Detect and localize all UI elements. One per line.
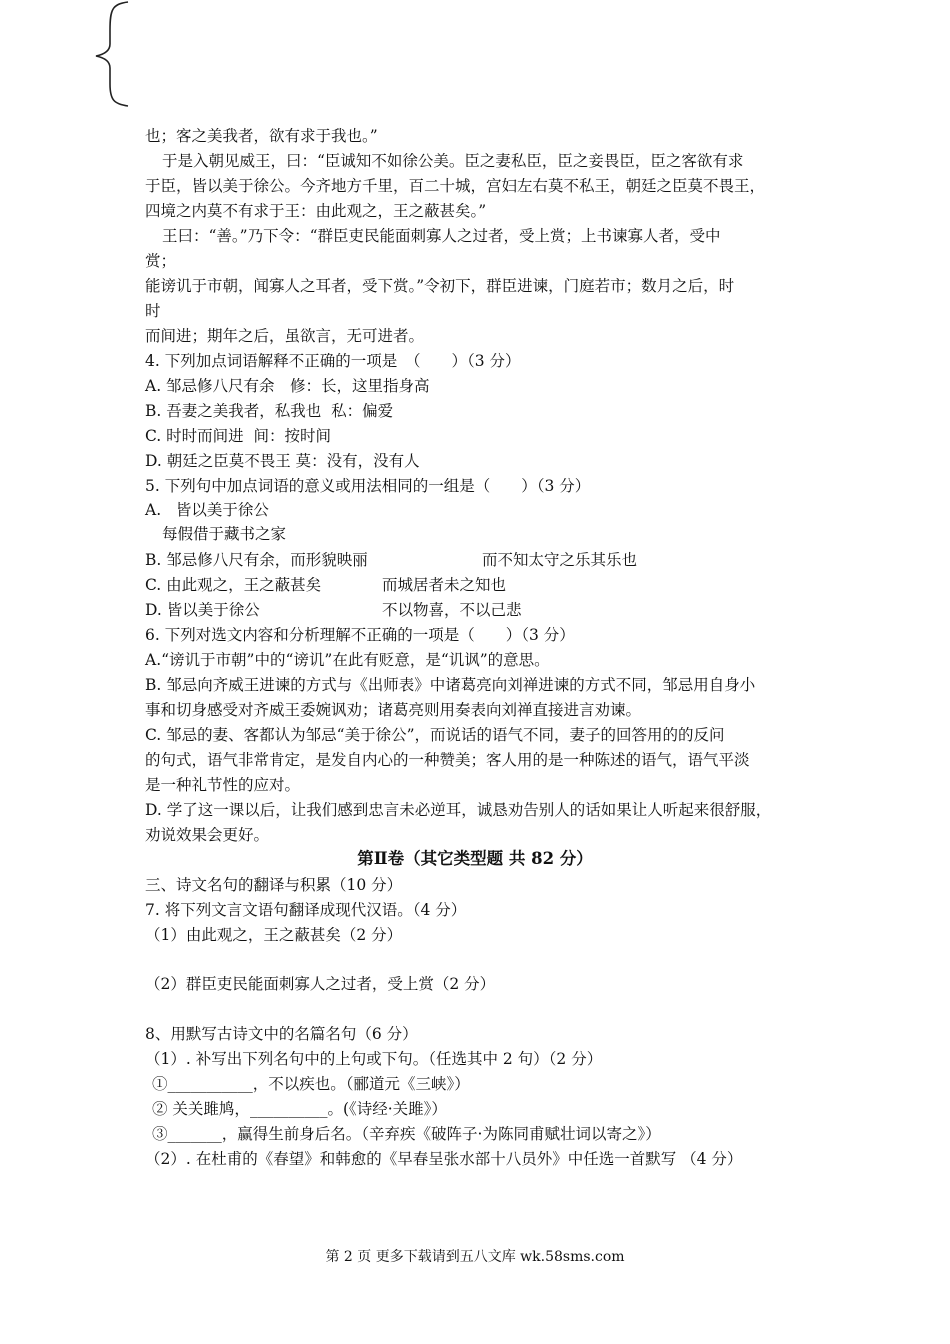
q4-option-b: B. 吾妻之美我者，私我也 私：偏爱	[145, 402, 394, 420]
part-three-title: 三、诗文名句的翻译与积累（10 分）	[145, 876, 403, 894]
q5-option-c-right: 而城居者未之知也	[382, 576, 507, 594]
q5-option-d-right: 不以物喜，不以己悲	[382, 601, 522, 619]
q6-stem: 6. 下列对选文内容和分析理解不正确的一项是（ ）（3 分）	[145, 626, 575, 644]
passage-line: 于是入朝见威王，曰：“臣诚知不如徐公美。臣之妻私臣，臣之妾畏臣，臣之客欲有求	[162, 152, 744, 170]
passage-line: 王曰：“善。”乃下令：“群臣吏民能面刺寡人之过者，受上赏；上书谏寡人者，受中	[162, 227, 721, 245]
answer-blank[interactable]: __________	[249, 1100, 328, 1118]
answer-blank[interactable]: ___________	[167, 1075, 253, 1093]
q6-option-b-cont: 事和切身感受对齐威王委婉讽劝；诸葛亮则用奏表向刘禅直接进言劝谏。	[145, 701, 642, 719]
passage-line: 而间进；期年之后，虽欲言，无可进者。	[145, 327, 425, 345]
q5-option-b-right: 而不知太守之乐其乐也	[482, 551, 638, 569]
passage-line: 时	[145, 302, 161, 320]
q6-option-d-cont: 劝说效果会更好。	[145, 826, 270, 844]
q5-option-d-left: D. 皆以美于徐公	[145, 601, 260, 619]
q6-option-d: D. 学了这一课以后，让我们感到忠言未必逆耳，诚恳劝告别人的话如果让人听起来很舒服，	[145, 801, 772, 819]
passage-line: 四境之内莫不有求于王：由此观之，王之蔽甚矣。”	[145, 202, 487, 220]
page-footer: 第 2 页 更多下载请到五八文库 wk.58sms.com	[325, 1249, 625, 1265]
answer-blank[interactable]: _______	[167, 1125, 222, 1143]
passage-line: 赏；	[145, 252, 177, 270]
q8-stem: 8、用默写古诗文中的名篇名句（6 分）	[145, 1025, 418, 1043]
q5-option-a-left: A. 皆以美于徐公	[145, 501, 269, 519]
q6-option-c: C. 邹忌的妻、客都认为邹忌“美于徐公”，而说话的语气不同，妻子的回答用的的反问	[145, 726, 725, 744]
passage-line: 能谤讥于市朝，闻寡人之耳者，受下赏。”令初下，群臣进谏，门庭若市；数月之后，时	[145, 277, 735, 295]
passage-line: 也；客之美我者，欲有求于我也。”	[145, 127, 378, 145]
q8-part-1: （1）. 补写出下列名句中的上句或下句。（任选其中 2 句）（2 分）	[145, 1050, 603, 1068]
q4-option-c: C. 时时而间进 间：按时间	[145, 427, 332, 445]
q4-stem: 4. 下列加点词语解释不正确的一项是 （ ）（3 分）	[145, 352, 521, 370]
q8-item-3: ③_______，赢得生前身后名。（辛弃疾《破阵子·为陈同甫赋壮词以寄之》）	[152, 1125, 661, 1143]
q7-item-1: （1）由此观之，王之蔽甚矣（2 分）	[145, 926, 403, 944]
q8-item-1: ①___________，不以疾也。（郦道元《三峡》）	[152, 1075, 470, 1093]
q6-option-c-cont: 是一种礼节性的应对。	[145, 776, 301, 794]
brace-mark	[88, 0, 138, 108]
section-heading: 第Ⅱ卷（其它类型题 共 82 分）	[357, 849, 593, 868]
q4-option-a: A. 邹忌修八尺有余 修：长，这里指身高	[145, 377, 430, 395]
q7-stem: 7. 将下列文言文语句翻译成现代汉语。（4 分）	[145, 901, 467, 919]
q7-item-2: （2）群臣吏民能面刺寡人之过者，受上赏（2 分）	[145, 975, 496, 993]
q6-option-b: B. 邹忌向齐威王进谏的方式与《出师表》中诸葛亮向刘禅进谏的方式不同，邹忌用自身小	[145, 676, 756, 694]
q4-option-d: D. 朝廷之臣莫不畏王 莫：没有，没有人	[145, 452, 420, 470]
passage-line: 于臣，皆以美于徐公。今齐地方千里，百二十城，宫妇左右莫不私王，朝廷之臣莫不畏王，	[145, 177, 766, 195]
q5-option-a-right: 每假借于藏书之家	[162, 525, 287, 543]
q6-option-c-cont: 的句式，语气非常肯定，是发自内心的一种赞美；客人用的是一种陈述的语气，语气平淡	[145, 751, 750, 769]
q8-part-2: （2）. 在杜甫的《春望》和韩愈的《早春呈张水部十八员外》中任选一首默写 （4 分）	[145, 1150, 743, 1168]
q5-option-b-left: B. 邹忌修八尺有余，而形貌映丽	[145, 551, 368, 569]
q6-option-a: A.“谤讥于市朝”中的“谤讥”在此有贬意，是“讥讽”的意思。	[145, 651, 550, 669]
q5-stem: 5. 下列句中加点词语的意义或用法相同的一组是（ ）（3 分）	[145, 477, 591, 495]
q5-option-c-left: C. 由此观之，王之蔽甚矣	[145, 576, 322, 594]
q8-item-2: ② 关关雎鸠，__________。(《诗经·关雎》）	[152, 1100, 447, 1118]
